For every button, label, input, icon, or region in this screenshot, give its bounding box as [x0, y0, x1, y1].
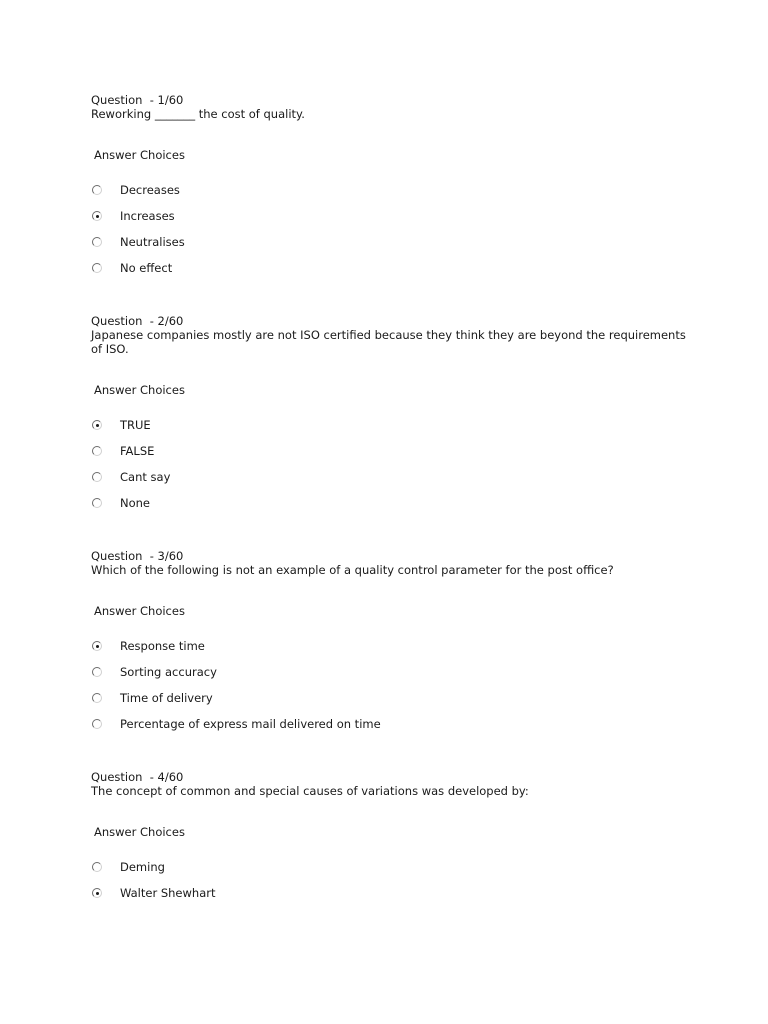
- choice-label: Neutralises: [120, 235, 185, 249]
- answer-choice[interactable]: [91, 208, 591, 224]
- radio-button[interactable]: [92, 211, 102, 221]
- radio-button[interactable]: [92, 498, 102, 508]
- answer-choice[interactable]: [91, 690, 591, 706]
- radio-button[interactable]: [92, 420, 102, 430]
- radio-button[interactable]: [92, 237, 102, 247]
- radio-button[interactable]: [92, 693, 102, 703]
- answer-choice[interactable]: [91, 234, 591, 250]
- question-2: [91, 314, 691, 510]
- answer-choice[interactable]: [91, 182, 591, 198]
- answer-choices-heading: Answer Choices: [94, 825, 185, 839]
- question-number: Question - 2/60: [91, 314, 184, 328]
- answer-choice[interactable]: [91, 443, 591, 459]
- question-number: Question - 4/60: [91, 770, 184, 784]
- radio-button[interactable]: [92, 719, 102, 729]
- answer-choice[interactable]: [91, 417, 591, 433]
- choice-label: Deming: [120, 860, 165, 874]
- answer-choice[interactable]: [91, 885, 591, 901]
- choice-label: FALSE: [120, 444, 155, 458]
- question-3: [91, 549, 691, 731]
- answer-choices-heading: Answer Choices: [94, 383, 185, 397]
- answer-choice[interactable]: [91, 495, 591, 511]
- question-text: Reworking _______ the cost of quality.: [91, 107, 305, 121]
- choice-label: Increases: [120, 209, 175, 223]
- question-number: Question - 1/60: [91, 93, 184, 107]
- choice-label: Time of delivery: [120, 691, 213, 705]
- radio-button[interactable]: [92, 888, 102, 898]
- radio-button[interactable]: [92, 667, 102, 677]
- choice-label: Cant say: [120, 470, 171, 484]
- choice-label: Percentage of express mail delivered on time: [120, 717, 381, 731]
- choice-label: Response time: [120, 639, 205, 653]
- choice-label: Decreases: [120, 183, 180, 197]
- choice-label: Walter Shewhart: [120, 886, 216, 900]
- question-number: Question - 3/60: [91, 549, 184, 563]
- choice-label: Sorting accuracy: [120, 665, 217, 679]
- question-text: Which of the following is not an example of a quality control parameter for the post office?: [91, 563, 614, 577]
- radio-button[interactable]: [92, 185, 102, 195]
- answer-choice[interactable]: [91, 469, 591, 485]
- answer-choice[interactable]: [91, 260, 591, 276]
- radio-button[interactable]: [92, 472, 102, 482]
- radio-button[interactable]: [92, 446, 102, 456]
- question-text: Japanese companies mostly are not ISO certified because they think they are beyond the requirements of ISO.: [91, 328, 686, 356]
- answer-choice[interactable]: [91, 638, 591, 654]
- radio-button[interactable]: [92, 641, 102, 651]
- choice-label: No effect: [120, 261, 173, 275]
- choice-label: None: [120, 496, 151, 510]
- answer-choice[interactable]: [91, 859, 591, 875]
- question-1: [91, 93, 691, 275]
- answer-choices-heading: Answer Choices: [94, 148, 185, 162]
- question-text: The concept of common and special causes of variations was developed by:: [91, 784, 529, 798]
- question-4: [91, 770, 691, 900]
- answer-choice[interactable]: [91, 716, 591, 732]
- answer-choice[interactable]: [91, 664, 591, 680]
- radio-button[interactable]: [92, 862, 102, 872]
- radio-button[interactable]: [92, 263, 102, 273]
- answer-choices-heading: Answer Choices: [94, 604, 185, 618]
- choice-label: TRUE: [120, 418, 151, 432]
